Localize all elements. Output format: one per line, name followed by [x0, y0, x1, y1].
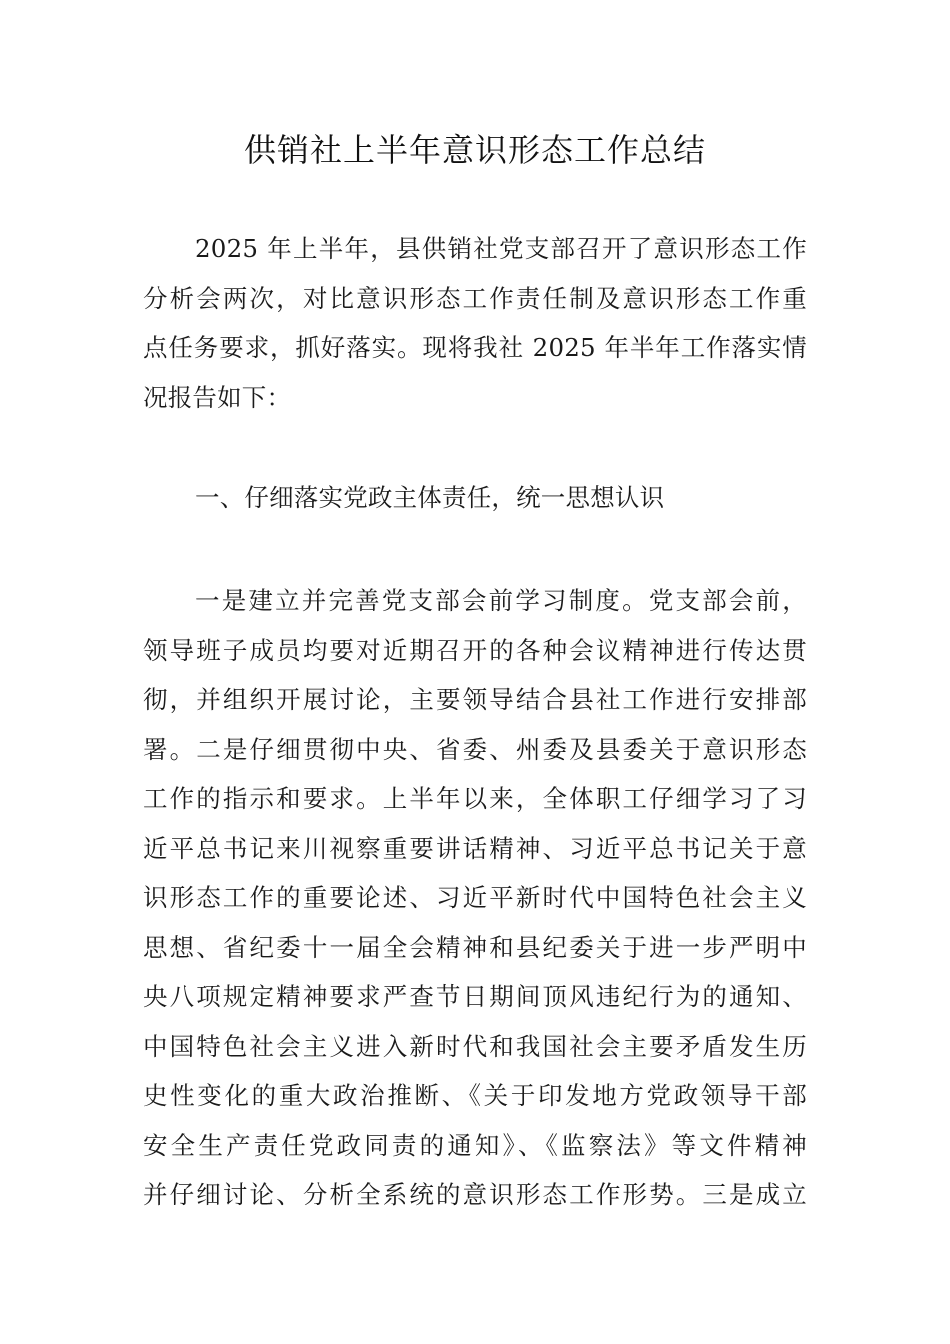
paragraph-line: 一是建立并完善党支部会前学习制度。党支部会前，	[195, 586, 807, 615]
paragraph-line: 思想、省纪委十一届全会精神和县纪委关于进一步严明中	[143, 932, 807, 962]
paragraph-line: 彻，并组织开展讨论，主要领导结合县社工作进行安排部	[143, 685, 807, 714]
section-heading	[143, 473, 807, 523]
paragraph-line: 领导班子成员均要对近期召开的各种会议精神进行传达贯	[143, 635, 807, 665]
document-title: 供销社上半年意识形态工作总结	[243, 131, 706, 169]
paragraph-line: 署。二是仔细贯彻中央、省委、州委及县委关于意识形态	[143, 734, 807, 764]
section-paragraph	[143, 576, 807, 1220]
paragraph-line: 史性变化的重大政治推断、《关于印发地方党政领导干部	[143, 1081, 807, 1110]
paragraph-line: 点任务要求，抓好落实。现将我社 2025 年半年工作落实情	[143, 333, 807, 362]
paragraph-line: 近平总书记来川视察重要讲话精神、习近平总书记关于意	[143, 833, 807, 863]
paragraph-line: 况报告如下：	[143, 382, 292, 412]
paragraph-line: 分析会两次，对比意识形态工作责任制及意识形态工作重	[143, 283, 807, 313]
paragraph-line: 2025 年上半年，县供销社党支部召开了意识形态工作	[195, 234, 807, 263]
paragraph-line: 并仔细讨论、分析全系统的意识形态工作形势。三是成立	[143, 1180, 807, 1209]
paragraph-line: 工作的指示和要求。上半年以来，全体职工仔细学习了习	[143, 784, 807, 813]
paragraph-line: 识形态工作的重要论述、习近平新时代中国特色社会主义	[143, 883, 807, 912]
paragraph-line: 中国特色社会主义进入新时代和我国社会主要矛盾发生历	[143, 1031, 807, 1061]
paragraph-line: 央八项规定精神要求严查节日期间顶风违纪行为的通知、	[143, 982, 807, 1011]
intro-paragraph	[143, 224, 807, 422]
section-heading-text: 一、仔细落实党政主体责任，统一思想认识	[195, 483, 665, 512]
paragraph-line: 安全生产责任党政同责的通知》、《监察法》等文件精神	[143, 1130, 807, 1160]
